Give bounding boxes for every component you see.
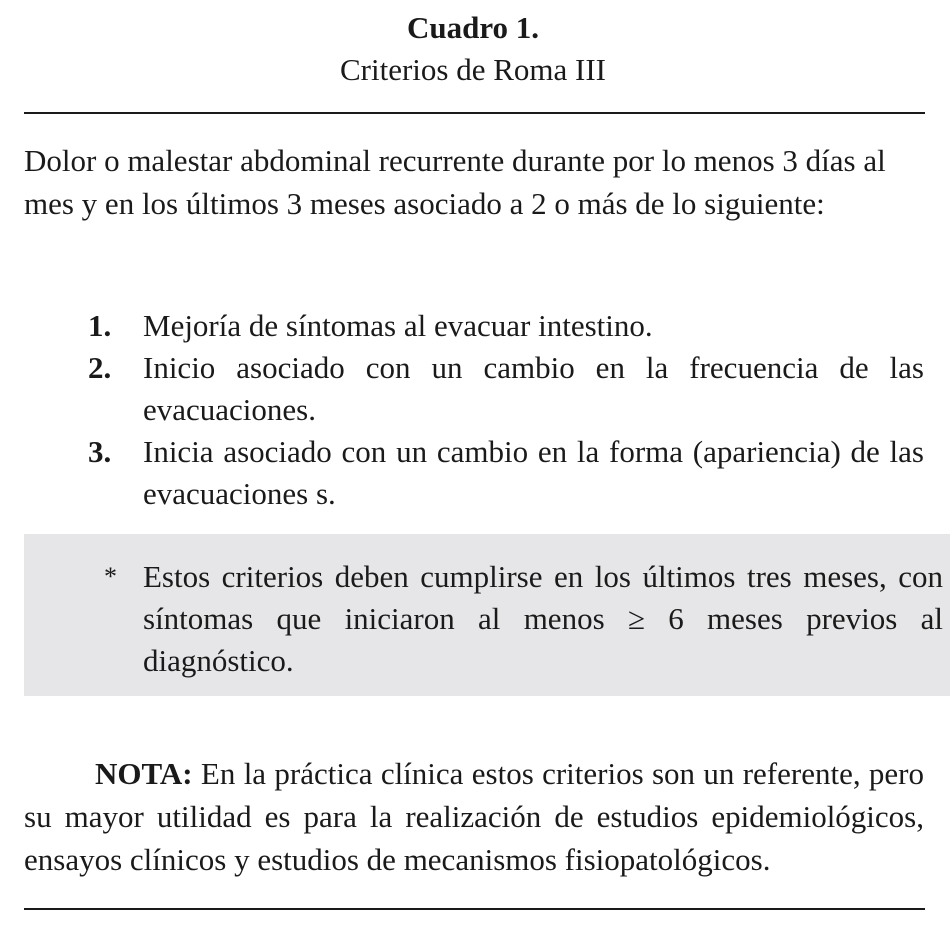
- footnote-box: [24, 534, 950, 696]
- criterion-number: 1.: [88, 308, 112, 343]
- criterion-number: 3.: [88, 434, 112, 469]
- clinical-note: [24, 752, 924, 881]
- table-title: Criterios de Roma III: [339, 52, 606, 87]
- criterion-number: 2.: [88, 350, 112, 385]
- criterion-item-1: [24, 305, 924, 347]
- footnote-text: Estos criterios deben cumplirse en los últimos tres meses, con síntomas que iniciaron al menos ≥ 6 meses previos al diagnóstico.: [143, 559, 943, 678]
- criterion-text: Inicia asociado con un cambio en la forma (apariencia) de las evacuaciones s.: [143, 434, 924, 511]
- note-text: En la práctica clínica estos criterios son un referente, pero su mayor utilidad es para la realización de estudios epidemiológicos, ensayos clínicos y estudios de mecanismos fisiopatológicos.: [24, 756, 924, 877]
- criterion-item-2: [24, 347, 924, 431]
- criteria-list: [24, 305, 924, 515]
- criteria-intro: Dolor o malestar abdominal recurrente durante por lo menos 3 días al mes y en los últimos 3 meses asociado a 2 o más de lo siguiente:: [24, 143, 886, 221]
- note-label: NOTA:: [95, 756, 193, 791]
- footnote-asterisk: *: [104, 562, 117, 591]
- top-rule: [24, 112, 925, 114]
- table-number: Cuadro 1.: [406, 10, 540, 45]
- bottom-rule: [24, 908, 925, 910]
- criterion-item-3: [24, 431, 924, 515]
- criterion-text: Mejoría de síntomas al evacuar intestino.: [143, 308, 653, 343]
- criterion-text: Inicio asociado con un cambio en la frecuencia de las evacuaciones.: [143, 350, 924, 427]
